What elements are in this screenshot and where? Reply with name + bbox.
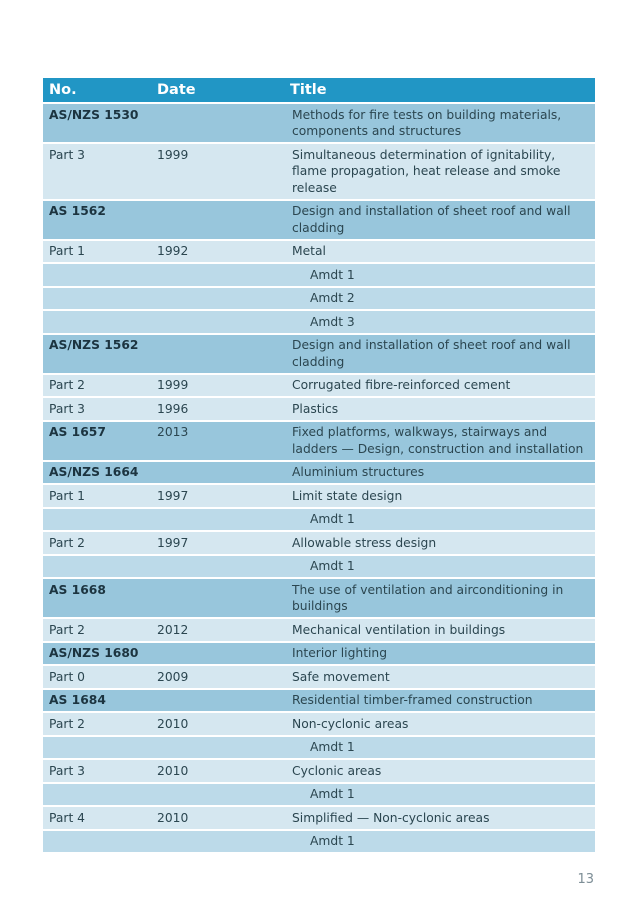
cell-title [284, 335, 595, 375]
cell-title-text: Mechanical ventilation in buildings [292, 622, 506, 637]
cell-date [151, 335, 284, 375]
cell-no: AS/NZS 1530 [43, 104, 151, 144]
cell-date: 2010 [151, 807, 284, 831]
cell-no [43, 737, 151, 761]
standards-table [43, 78, 595, 854]
cell-title [284, 760, 595, 784]
table-row [43, 462, 595, 486]
cell-title-text: Limit state design [292, 488, 403, 503]
cell-title [284, 485, 595, 509]
cell-date: 2009 [151, 666, 284, 690]
cell-title-text: Amdt 1 [310, 740, 355, 754]
cell-date: 1997 [151, 485, 284, 509]
cell-title [284, 241, 595, 265]
cell-no [43, 311, 151, 335]
header-date: Date [151, 78, 284, 104]
cell-title-text: Safe movement [292, 669, 390, 684]
cell-title [284, 556, 595, 580]
cell-no: Part 2 [43, 619, 151, 643]
table-row [43, 807, 595, 831]
table-row [43, 104, 595, 144]
table-row [43, 264, 595, 288]
cell-date: 2013 [151, 422, 284, 462]
cell-title-text: Simultaneous determination of ignitability, flame propagation, heat release and smoke release [292, 147, 561, 195]
cell-title [284, 422, 595, 462]
table-row [43, 666, 595, 690]
cell-title [284, 462, 595, 486]
cell-title-text: Non-cyclonic areas [292, 716, 409, 731]
cell-date [151, 831, 284, 855]
cell-no: Part 1 [43, 241, 151, 265]
table-row [43, 311, 595, 335]
table-row [43, 398, 595, 422]
header-row [43, 78, 595, 104]
cell-title-text: Amdt 1 [310, 512, 355, 526]
cell-no: Part 0 [43, 666, 151, 690]
cell-title [284, 737, 595, 761]
cell-date: 2012 [151, 619, 284, 643]
table-row [43, 619, 595, 643]
cell-date: 1992 [151, 241, 284, 265]
table-row [43, 713, 595, 737]
cell-title-text: Metal [292, 244, 326, 258]
cell-title [284, 311, 595, 335]
cell-date [151, 643, 284, 667]
cell-date [151, 288, 284, 312]
cell-date: 2010 [151, 713, 284, 737]
cell-title [284, 713, 595, 737]
cell-title-text: Amdt 1 [310, 834, 355, 848]
cell-title-text: Aluminium structures [292, 465, 425, 479]
cell-no [43, 288, 151, 312]
cell-date: 1999 [151, 375, 284, 399]
table-row [43, 643, 595, 667]
cell-no: AS/NZS 1680 [43, 643, 151, 667]
cell-title [284, 264, 595, 288]
cell-date: 1997 [151, 532, 284, 556]
cell-no: AS/NZS 1664 [43, 462, 151, 486]
cell-date [151, 579, 284, 619]
cell-title-text: Interior lighting [292, 646, 388, 660]
cell-title-text: Corrugated fibre-reinforced cement [292, 378, 511, 392]
cell-no [43, 831, 151, 855]
cell-title-text: Design and installation of sheet roof and wall cladding [292, 204, 571, 235]
cell-title [284, 619, 595, 643]
cell-title-text: Amdt 3 [310, 314, 355, 329]
cell-no: Part 2 [43, 713, 151, 737]
table-row [43, 579, 595, 619]
cell-date [151, 784, 284, 808]
cell-no: AS 1562 [43, 201, 151, 241]
cell-no: AS 1668 [43, 579, 151, 619]
cell-title [284, 666, 595, 690]
table-row [43, 737, 595, 761]
cell-title-text: Residential timber-framed construction [292, 693, 533, 707]
cell-date [151, 264, 284, 288]
cell-title [284, 643, 595, 667]
cell-title [284, 375, 595, 399]
header-title: Title [284, 78, 595, 104]
cell-title-text: Methods for fire tests on building materials, components and structures [292, 107, 562, 138]
cell-no: Part 3 [43, 144, 151, 201]
table-row [43, 784, 595, 808]
table-row [43, 485, 595, 509]
cell-title-text: Fixed platforms, walkways, stairways and ladders — Design, construction and installation [292, 425, 584, 456]
cell-no [43, 264, 151, 288]
cell-no [43, 556, 151, 580]
table-row [43, 831, 595, 855]
cell-no: AS 1684 [43, 690, 151, 714]
table-row [43, 335, 595, 375]
cell-date: 2010 [151, 760, 284, 784]
table-row [43, 690, 595, 714]
cell-date [151, 556, 284, 580]
table-header [43, 78, 595, 104]
cell-date [151, 104, 284, 144]
cell-date [151, 201, 284, 241]
cell-date [151, 690, 284, 714]
table-row [43, 422, 595, 462]
cell-title-text: Amdt 1 [310, 267, 355, 282]
cell-title [284, 288, 595, 312]
table-row [43, 760, 595, 784]
cell-no: Part 1 [43, 485, 151, 509]
cell-title-text: Cyclonic areas [292, 763, 382, 778]
table-row [43, 532, 595, 556]
cell-title [284, 690, 595, 714]
cell-no: Part 2 [43, 532, 151, 556]
cell-title [284, 509, 595, 533]
cell-no: AS 1657 [43, 422, 151, 462]
table-row [43, 241, 595, 265]
cell-title [284, 579, 595, 619]
cell-date [151, 509, 284, 533]
cell-title-text: Amdt 1 [310, 787, 355, 801]
cell-title [284, 201, 595, 241]
table-row [43, 509, 595, 533]
cell-title-text: Simplified — Non-cyclonic areas [292, 810, 490, 825]
cell-no: Part 4 [43, 807, 151, 831]
page-number: 13 [577, 872, 594, 887]
cell-date: 1999 [151, 144, 284, 201]
cell-title [284, 104, 595, 144]
cell-no: Part 3 [43, 398, 151, 422]
cell-date [151, 462, 284, 486]
cell-no: Part 3 [43, 760, 151, 784]
cell-title [284, 807, 595, 831]
cell-title [284, 144, 595, 201]
cell-title-text: Plastics [292, 401, 339, 416]
cell-title-text: The use of ventilation and airconditioning in buildings [292, 582, 564, 613]
cell-date [151, 311, 284, 335]
cell-title-text: Amdt 1 [310, 559, 355, 573]
cell-title-text: Design and installation of sheet roof and wall cladding [292, 338, 571, 369]
cell-no [43, 509, 151, 533]
cell-no: Part 2 [43, 375, 151, 399]
table-row [43, 288, 595, 312]
cell-no [43, 784, 151, 808]
table-row [43, 201, 595, 241]
table-row [43, 375, 595, 399]
cell-title [284, 398, 595, 422]
cell-title-text: Amdt 2 [310, 291, 355, 305]
cell-title [284, 784, 595, 808]
cell-title-text: Allowable stress design [292, 535, 437, 550]
cell-no: AS/NZS 1562 [43, 335, 151, 375]
cell-title [284, 532, 595, 556]
cell-date: 1996 [151, 398, 284, 422]
header-no: No. [43, 78, 151, 104]
table-body [43, 104, 595, 854]
cell-title [284, 831, 595, 855]
table-row [43, 556, 595, 580]
table-row [43, 144, 595, 201]
cell-date [151, 737, 284, 761]
